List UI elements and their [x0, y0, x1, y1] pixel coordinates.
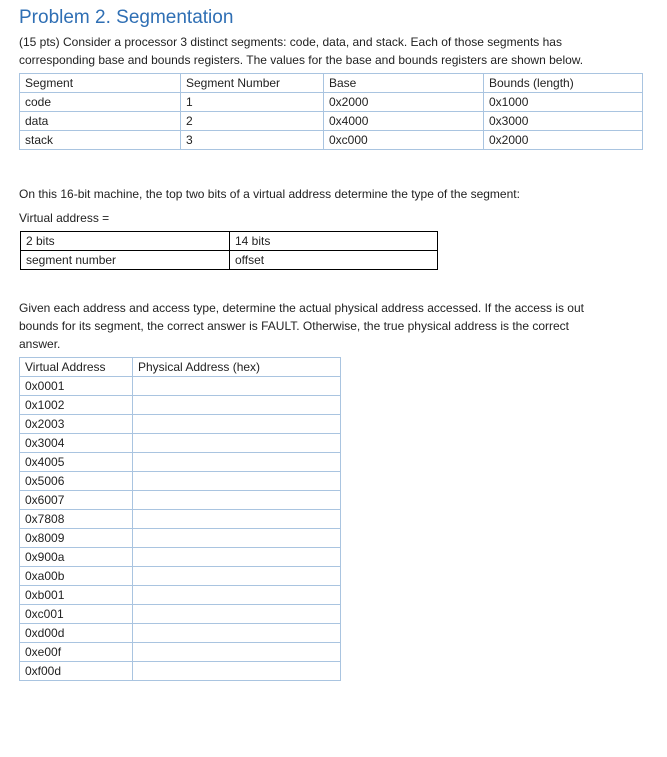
virtual-address-cell: 0xf00d — [20, 662, 133, 681]
segment-row — [20, 93, 643, 112]
physical-address-input-cell[interactable] — [133, 567, 341, 586]
answer-row — [20, 662, 341, 681]
virtual-address-cell: 0xa00b — [20, 567, 133, 586]
physical-address-input-cell[interactable] — [133, 586, 341, 605]
virtual-address-cell: 0xe00f — [20, 643, 133, 662]
segment-cell: 1 — [181, 93, 324, 112]
va-format-row — [21, 251, 438, 270]
segment-cell: 0xc000 — [324, 131, 484, 150]
va-field-cell: offset — [230, 251, 438, 270]
segment-cell: 0x2000 — [324, 93, 484, 112]
document-page — [19, 6, 649, 681]
virtual-address-cell: 0x7808 — [20, 510, 133, 529]
answer-table — [19, 357, 341, 681]
virtual-address-cell: 0x1002 — [20, 396, 133, 415]
va-bits-cell: 2 bits — [21, 232, 230, 251]
virtual-address-cell: 0xb001 — [20, 586, 133, 605]
physical-address-input-cell[interactable] — [133, 453, 341, 472]
physical-address-input-cell[interactable] — [133, 643, 341, 662]
segment-row — [20, 112, 643, 131]
answer-row — [20, 624, 341, 643]
segment-cell: 0x2000 — [484, 131, 643, 150]
segment-cell: stack — [20, 131, 181, 150]
segment-row — [20, 131, 643, 150]
segment-cell: 0x4000 — [324, 112, 484, 131]
virtual-address-cell: 0x5006 — [20, 472, 133, 491]
segment-cell: 0x3000 — [484, 112, 643, 131]
virtual-address-cell: 0x4005 — [20, 453, 133, 472]
header-cell: Bounds (length) — [484, 74, 643, 93]
physical-address-input-cell[interactable] — [133, 548, 341, 567]
header-cell: Segment Number — [181, 74, 324, 93]
physical-address-input-cell[interactable] — [133, 624, 341, 643]
answer-row — [20, 567, 341, 586]
header-cell: Virtual Address — [20, 358, 133, 377]
virtual-address-cell: 0xc001 — [20, 605, 133, 624]
answer-row — [20, 377, 341, 396]
problem-title: Problem 2. Segmentation — [19, 7, 234, 28]
answer-row — [20, 491, 341, 510]
intro-paragraph: (15 pts) Consider a processor 3 distinct segments: code, data, and stack. Each of those segments has corresponding base and bounds registers. The values for the base and bounds registers are shown below. — [19, 35, 584, 67]
physical-address-input-cell[interactable] — [133, 662, 341, 681]
answer-row — [20, 472, 341, 491]
physical-address-input-cell[interactable] — [133, 605, 341, 624]
segment-cell: 2 — [181, 112, 324, 131]
answer-row — [20, 586, 341, 605]
answer-row — [20, 605, 341, 624]
answer-row — [20, 453, 341, 472]
virtual-address-cell: 0xd00d — [20, 624, 133, 643]
va-bits-cell: 14 bits — [230, 232, 438, 251]
virtual-address-cell: 0x900a — [20, 548, 133, 567]
physical-address-input-cell[interactable] — [133, 529, 341, 548]
va-format-row — [21, 232, 438, 251]
physical-address-input-cell[interactable] — [133, 434, 341, 453]
virtual-address-cell: 0x0001 — [20, 377, 133, 396]
segment-cell: data — [20, 112, 181, 131]
virtual-address-cell: 0x2003 — [20, 415, 133, 434]
segment-cell: 3 — [181, 131, 324, 150]
segment-cell: code — [20, 93, 181, 112]
header-cell: Segment — [20, 74, 181, 93]
header-cell: Physical Address (hex) — [133, 358, 341, 377]
answer-row — [20, 548, 341, 567]
answer-row — [20, 415, 341, 434]
virtual-address-cell: 0x6007 — [20, 491, 133, 510]
va-field-cell: segment number — [21, 251, 230, 270]
virtual-address-cell: 0x3004 — [20, 434, 133, 453]
virtual-address-cell: 0x8009 — [20, 529, 133, 548]
physical-address-input-cell[interactable] — [133, 415, 341, 434]
answer-row — [20, 510, 341, 529]
answer-row — [20, 529, 341, 548]
answer-row — [20, 643, 341, 662]
segment-cell: 0x1000 — [484, 93, 643, 112]
physical-address-input-cell[interactable] — [133, 472, 341, 491]
segment-table — [19, 73, 643, 150]
machine-paragraph: On this 16-bit machine, the top two bits of a virtual address determine the type of the segment: — [19, 187, 520, 201]
physical-address-input-cell[interactable] — [133, 491, 341, 510]
question-paragraph: Given each address and access type, determine the actual physical address accessed. If the access is out bounds for its segment, the correct answer is FAULT. Otherwise, the true physical address is the correct answer. — [19, 301, 584, 351]
physical-address-input-cell[interactable] — [133, 377, 341, 396]
virtual-address-label: Virtual address = — [19, 211, 110, 225]
va-format-table — [20, 231, 438, 270]
physical-address-input-cell[interactable] — [133, 510, 341, 529]
header-cell: Base — [324, 74, 484, 93]
answer-table-header — [20, 358, 341, 377]
physical-address-input-cell[interactable] — [133, 396, 341, 415]
answer-row — [20, 434, 341, 453]
answer-row — [20, 396, 341, 415]
segment-table-header — [20, 74, 643, 93]
